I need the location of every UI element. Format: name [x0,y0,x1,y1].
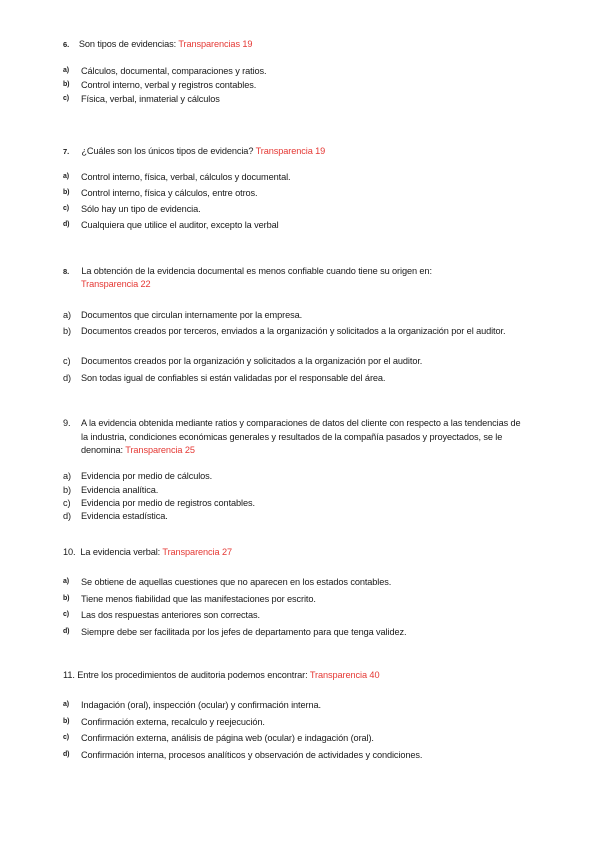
slide-reference: Transparencia 22 [81,279,151,289]
option-text: Cálculos, documental, comparaciones y ratios. [81,66,267,76]
slide-reference: Transparencia 25 [125,445,195,455]
option-letter: a) [63,471,71,481]
question-number: 8. [63,267,70,276]
option [63,325,523,338]
option [63,79,523,91]
option [63,497,523,509]
option-text: Control interno, física y cálculos, entre otros. [81,188,258,198]
question-number: 6. [63,40,70,49]
question-11 [63,669,523,682]
option [63,626,523,638]
question-8 [63,265,523,291]
option-letter: b) [63,718,70,725]
question-text: ¿Cuáles son los únicos tipos de evidencia? [81,146,256,156]
option [63,593,523,605]
option-letter: a) [63,173,70,180]
option [63,171,523,183]
option [63,187,523,199]
option-letter: a) [63,701,70,708]
question-7 [63,145,523,158]
question-text: Son tipos de evidencias: [78,39,179,49]
option-text: Evidencia analítica. [81,485,159,495]
option [63,219,523,231]
option-letter: b) [63,326,71,336]
question-number: 9. [63,418,71,428]
question-text: Entre los procedimientos de auditoria podemos encontrar: [77,670,310,680]
slide-reference: Transparencias 19 [178,39,253,49]
option-text: Documentos creados por la organización y solicitados a la organización por el auditor. [81,356,423,366]
option-text: Confirmación externa, recalculo y reejecución. [81,717,265,727]
option-letter: d) [63,628,70,635]
option-letter: c) [63,498,71,508]
option-letter: c) [63,734,70,741]
question-number: 11. [63,670,75,680]
option-text: Tiene menos fiabilidad que las manifestaciones por escrito. [81,594,316,604]
option-letter: d) [63,373,71,383]
option [63,484,523,496]
option-letter: a) [63,67,70,74]
option-letter: c) [63,95,70,102]
option [63,65,523,77]
option [63,355,523,367]
option-text: Control interno, verbal y registros contables. [81,80,257,90]
option-text: Evidencia por medio de registros contables. [81,498,255,508]
option-text: Las dos respuestas anteriores son correctas. [81,610,260,620]
question-9 [63,417,523,458]
option-letter: c) [63,356,71,366]
option-text: Evidencia por medio de cálculos. [81,471,213,481]
question-number: 10. [63,547,76,557]
option-letter: d) [63,221,70,228]
option-letter: c) [63,205,70,212]
option-letter: b) [63,595,70,602]
slide-reference: Transparencia 40 [309,670,380,680]
option-letter: a) [63,310,71,320]
option [63,203,523,215]
option-text: Se obtiene de aquellas cuestiones que no aparecen en los estados contables. [81,577,392,587]
option [63,576,523,588]
option-text: Documentos creados por terceros, enviados a la organización y solicitados a la organización por el auditor. [81,326,506,336]
option-text: Física, verbal, inmaterial y cálculos [81,94,220,104]
option [63,93,523,105]
option-text: Siempre debe ser facilitada por los jefes de departamento para que tenga validez. [81,627,407,637]
question-text: La obtención de la evidencia documental es menos confiable cuando tiene su origen en: [81,266,432,276]
option-text: Son todas igual de confiables si están validadas por el responsable del área. [81,373,386,383]
question-10 [63,546,523,559]
option-letter: b) [63,81,70,88]
option [63,309,523,321]
option [63,470,523,482]
option-text: Confirmación interna, procesos analíticos y observación de actividades y condiciones. [81,750,423,760]
option [63,732,523,744]
option [63,510,523,522]
option-text: Documentos que circulan internamente por la empresa. [81,310,303,320]
option-letter: a) [63,578,70,585]
option-text: Confirmación externa, análisis de página web (ocular) e indagación (oral). [81,733,374,743]
question-number: 7. [63,147,70,156]
option [63,699,523,711]
option [63,749,523,761]
option-text: Cualquiera que utilice el auditor, excepto la verbal [81,220,279,230]
slide-reference: Transparencia 19 [255,146,326,156]
question-text: La evidencia verbal: [80,547,163,557]
option-text: Indagación (oral), inspección (ocular) y confirmación interna. [81,700,321,710]
option-letter: b) [63,485,71,495]
option-text: Evidencia estadística. [81,511,168,521]
option-text: Control interno, física, verbal, cálculos y documental. [81,172,291,182]
option-letter: b) [63,189,70,196]
option-letter: d) [63,511,71,521]
option-text: Sólo hay un tipo de evidencia. [81,204,201,214]
slide-reference: Transparencia 27 [162,547,232,557]
question-6 [63,38,523,51]
option [63,372,523,384]
option-letter: c) [63,611,70,618]
option-letter: d) [63,751,70,758]
option [63,716,523,728]
question-text: A la evidencia obtenida mediante ratios y comparaciones de datos del cliente con respecto a las tendencias de la industria, condiciones económicas generales y resultados de la compañía pasados y proyectados, se le denomina: [81,418,521,455]
option [63,609,523,621]
